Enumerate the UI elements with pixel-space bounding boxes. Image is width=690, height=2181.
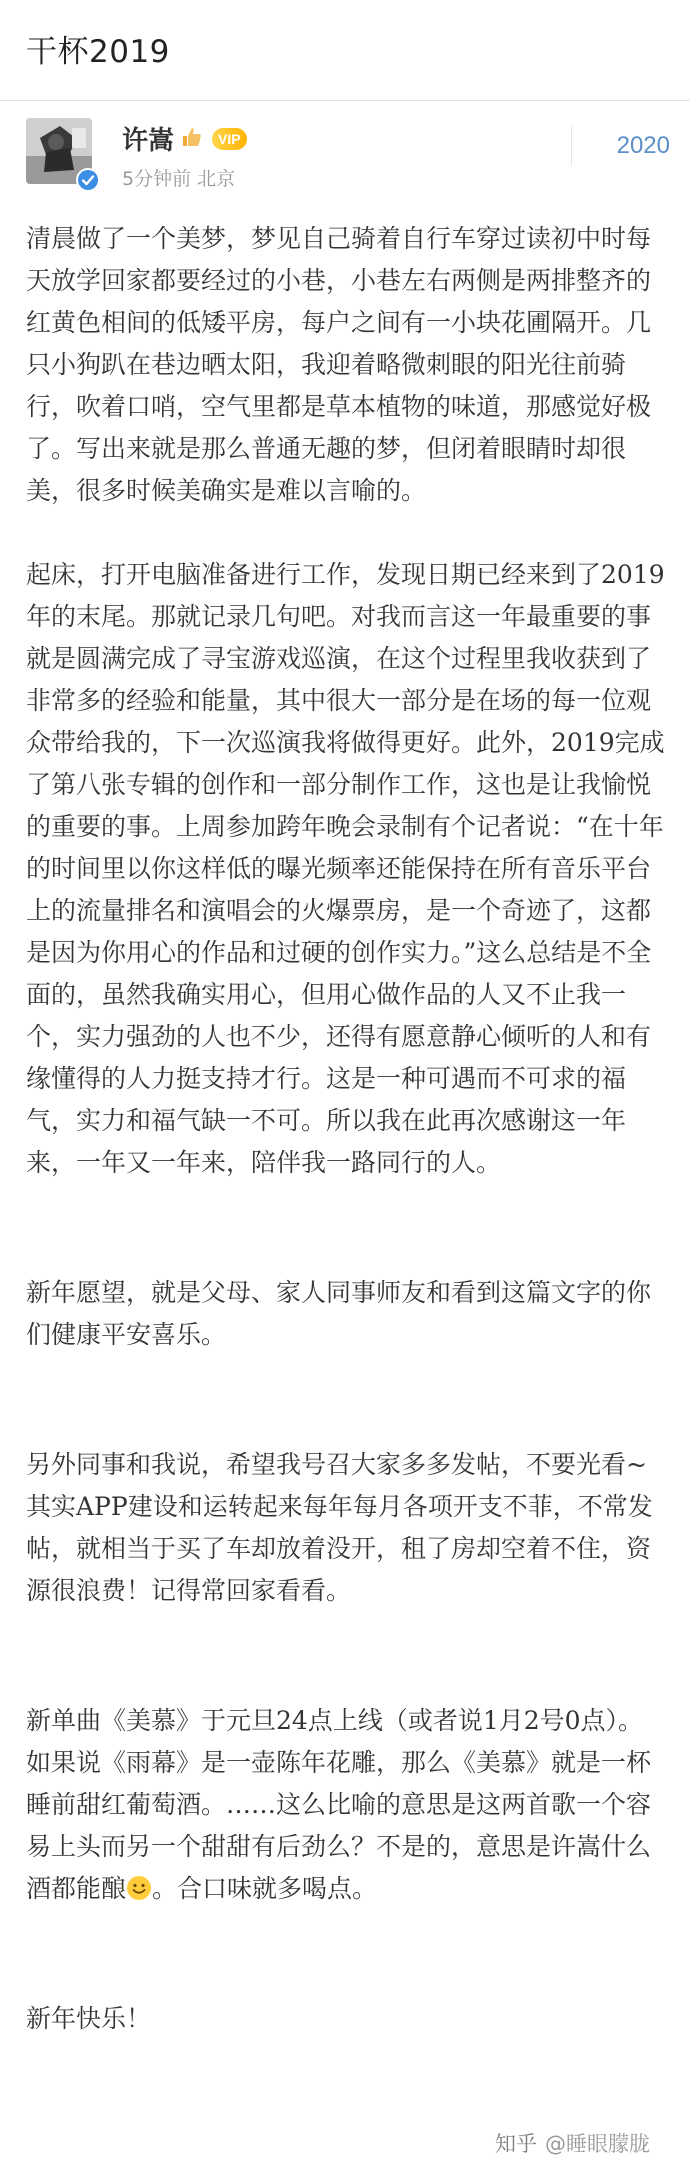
username[interactable]: 许嵩 [122,126,175,156]
page-title [26,18,170,78]
new-single-text: 新单曲《美慕》于元旦24点上线（或者说1月2号0点）。如果说《雨幕》是一壶陈年花雕，那么《美慕》就是一杯睡前甜红葡萄酒。……这么比喻的意思是这两首歌一个容易上头而另一个甜甜有后劲么？不是的，意思是许嵩什么酒都能酿 [26,1706,652,1903]
watermark-site: 知乎 [495,2132,537,2156]
watermark-handle: @睡眼朦胧 [545,2132,650,2156]
verified-badge-icon [76,168,100,192]
new-single-tail: 。合口味就多喝点。 [152,1874,378,1903]
page-title-text: 干杯2019 [26,33,170,70]
watermark [495,2128,650,2158]
smiley-emoji-icon [126,1872,152,1898]
paragraph-year-review: 起床，打开电脑准备进行工作，发现日期已经来到了2019年的末尾。那就记录几句吧。对我而言这一年最重要的事就是圆满完成了寻宝游戏巡演，在这个过程里我收获到了非常多的经验和能量，其中很大一部分是在场的每一位观众带给我的，下一次巡演我将做得更好。此外，2019完成了第八张专辑的创作和一部分制作工作，这也是让我愉悦的重要的事。上周参加跨年晚会录制有个记者说：“在十年的时间里以你这样低的曝光频率还能保持在所有音乐平台上的流量排名和演唱会的火爆票房，是一个奇迹了，这都是因为你用心的作品和过硬的创作实力。”这么总结是不全面的，虽然我确实用心，但用心做作品的人又不止我一个，实力强劲的人也不少，还得有愿意静心倾听的人和有缘懂得的人力挺支持才行。这是一种可遇而不可求的福气，实力和福气缺一不可。所以我在此再次感谢这一年来，一年又一年来，陪伴我一路同行的人。 [26,560,665,1177]
title-divider [0,100,690,101]
post-meta: 5分钟前 北京 [122,168,236,190]
year-tag[interactable]: 2020 [571,126,670,166]
username-row [122,120,247,157]
paragraph-dream: 清晨做了一个美梦，梦见自己骑着自行车穿过读初中时每天放学回家都要经过的小巷，小巷左右两侧是两排整齐的红黄色相间的低矮平房，每户之间有一小块花圃隔开。几只小狗趴在巷边晒太阳，我迎着略微刺眼的阳光往前骑行，吹着口哨，空气里都是草本植物的味道，那感觉好极了。写出来就是那么普通无趣的梦，但闭着眼睛时却很美，很多时候美确实是难以言喻的。 [26,224,652,505]
post-header [26,118,670,198]
vip-badge: VIP [212,128,247,150]
paragraph-new-year-wish: 新年愿望，就是父母、家人同事师友和看到这篇文字的你们健康平安喜乐。 [26,1278,652,1349]
paragraph-happy-new-year: 新年快乐！ [26,2004,152,2033]
paragraph-new-single [26,1700,668,1910]
paragraph-posting-request: 另外同事和我说，希望我号召大家多多发帖，不要光看~其实APP建设和运转起来每年每月各项开支不菲，不常发帖，就相当于买了车却放着没开，租了房却空着不住，资源很浪费！记得常回家看看。 [26,1450,653,1605]
post-content [26,218,668,2040]
thumbs-up-icon [180,125,204,153]
